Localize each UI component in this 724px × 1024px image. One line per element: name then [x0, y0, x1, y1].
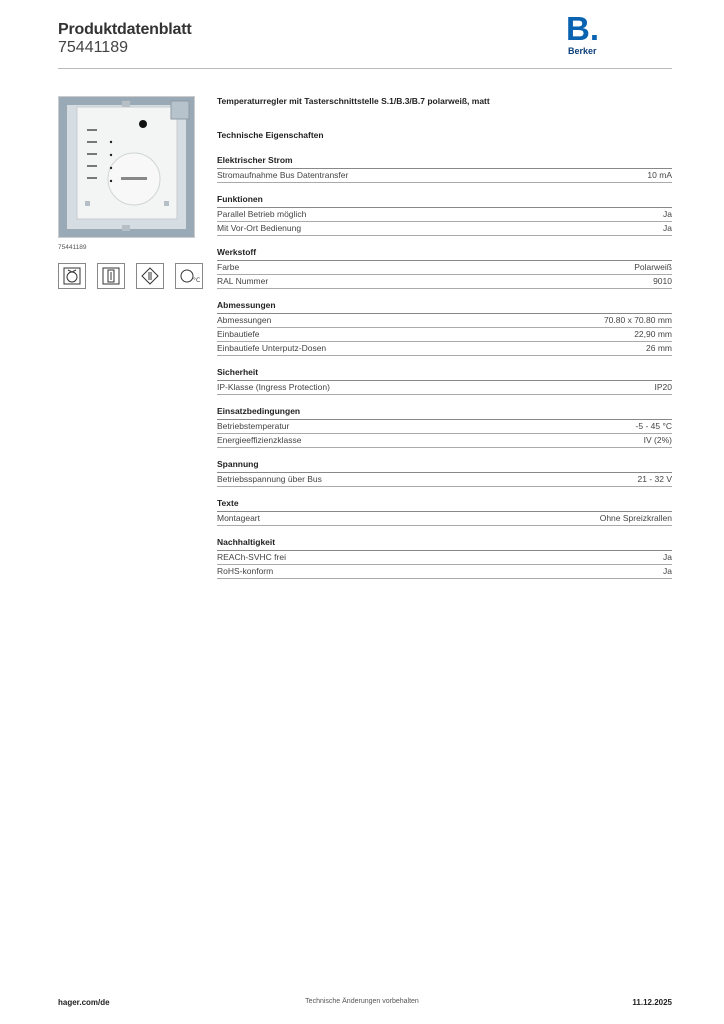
spec-value: IV (2%) [643, 435, 672, 445]
spec-label: Energieeffizienzklasse [217, 435, 302, 445]
section-heading: Funktionen [217, 194, 672, 208]
spec-section [217, 406, 672, 448]
spec-value: -5 - 45 °C [635, 421, 672, 431]
section-heading: Einsatzbedingungen [217, 406, 672, 420]
spec-row [217, 169, 672, 183]
spec-row [217, 381, 672, 395]
spec-value: 22,90 mm [634, 329, 672, 339]
footer-notice: Technische Änderungen vorbehalten [305, 998, 419, 1005]
footer-site: hager.com/de [58, 998, 110, 1007]
spec-sections [217, 155, 672, 579]
spec-row [217, 434, 672, 448]
spec-label: Montageart [217, 513, 260, 523]
product-image [58, 96, 195, 238]
spec-label: IP-Klasse (Ingress Protection) [217, 382, 330, 392]
spec-section [217, 498, 672, 526]
spec-row [217, 565, 672, 579]
spec-section [217, 459, 672, 487]
spec-row [217, 512, 672, 526]
article-number: 75441189 [58, 39, 128, 56]
spec-label: Parallel Betrieb möglich [217, 209, 307, 219]
feature-icons [58, 263, 214, 289]
section-heading: Abmessungen [217, 300, 672, 314]
spec-value: Polarweiß [634, 262, 672, 272]
spec-row [217, 551, 672, 565]
spec-value: 21 - 32 V [637, 474, 672, 484]
spec-value: Ja [663, 552, 672, 562]
spec-value: 70.80 x 70.80 mm [603, 315, 672, 325]
spec-value: Ja [663, 566, 672, 576]
spec-value: IP20 [654, 382, 672, 392]
spec-label: Betriebstemperatur [217, 421, 290, 431]
spec-label: Farbe [217, 262, 240, 272]
section-heading: Sicherheit [217, 367, 672, 381]
berker-logo [566, 10, 606, 56]
section-heading: Werkstoff [217, 247, 672, 261]
spec-row [217, 420, 672, 434]
spec-row [217, 328, 672, 342]
spec-row [217, 473, 672, 487]
spec-section [217, 247, 672, 289]
spec-section [217, 194, 672, 236]
spec-value: 26 mm [646, 343, 672, 353]
spec-row [217, 275, 672, 289]
header-divider [58, 68, 672, 69]
thermostat-icon [58, 263, 86, 289]
image-caption: 75441189 [58, 244, 87, 251]
section-heading: Texte [217, 498, 672, 512]
spec-label: Einbautiefe [217, 329, 260, 339]
spec-row [217, 261, 672, 275]
spec-row [217, 342, 672, 356]
spec-section [217, 155, 672, 183]
tech-heading: Technische Eigenschaften [217, 130, 324, 140]
spec-section [217, 367, 672, 395]
section-heading: Elektrischer Strom [217, 155, 672, 169]
spec-label: REACh-SVHC frei [217, 552, 286, 562]
spec-value: 10 mA [647, 170, 672, 180]
spec-label: Einbautiefe Unterputz-Dosen [217, 343, 327, 353]
spec-label: Stromaufnahme Bus Datentransfer [217, 170, 349, 180]
spec-value: Ohne Spreizkrallen [599, 513, 672, 523]
spec-row [217, 222, 672, 236]
logo-text: Berker [568, 46, 597, 56]
display-switch-icon [97, 263, 125, 289]
spec-label: Abmessungen [217, 315, 272, 325]
spec-value: 9010 [653, 276, 672, 286]
spec-value: Ja [663, 209, 672, 219]
spec-label: RAL Nummer [217, 276, 269, 286]
spec-section [217, 300, 672, 356]
spec-label: RoHS-konform [217, 566, 274, 576]
spec-row [217, 208, 672, 222]
spec-label: Mit Vor-Ort Bedienung [217, 223, 302, 233]
page-title: Produktdatenblatt [58, 21, 192, 38]
temperature-sensor-icon [175, 263, 203, 289]
svg-text:°C: °C [193, 277, 201, 284]
logo-letter: B. [566, 10, 599, 47]
spec-content [217, 96, 672, 579]
spec-value: Ja [663, 223, 672, 233]
spec-row [217, 314, 672, 328]
footer-date: 11.12.2025 [632, 998, 672, 1007]
spec-section [217, 537, 672, 579]
spec-label: Betriebsspannung über Bus [217, 474, 322, 484]
kfk-icon [136, 263, 164, 289]
product-title: Temperaturregler mit Tasterschnittstelle S.1/B.3/B.7 polarweiß, matt [217, 96, 490, 106]
section-heading: Spannung [217, 459, 672, 473]
section-heading: Nachhaltigkeit [217, 537, 672, 551]
